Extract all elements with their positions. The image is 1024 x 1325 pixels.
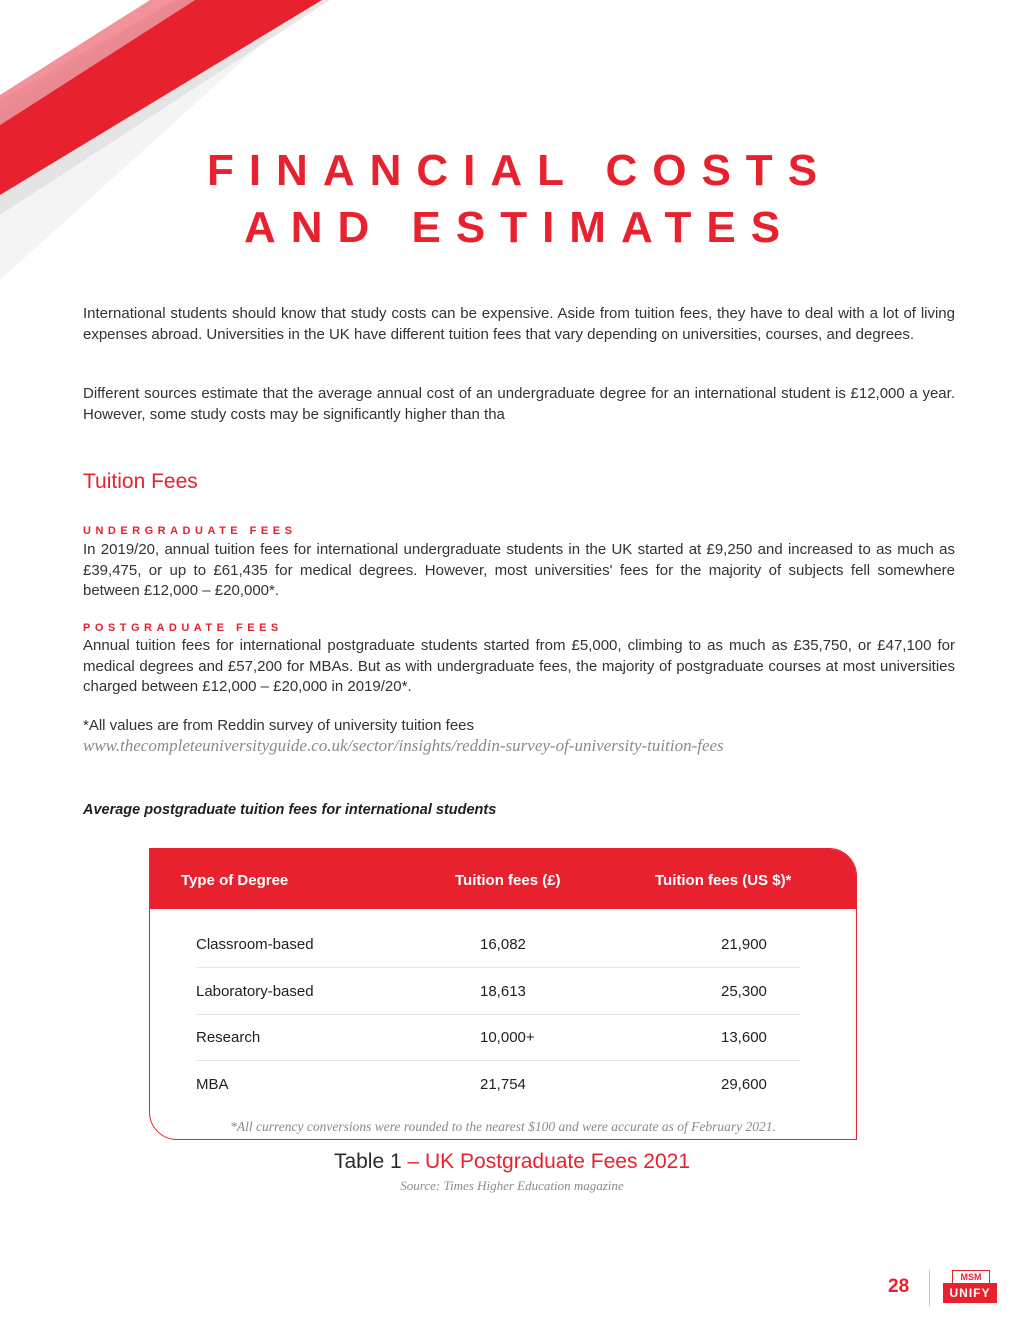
intro-paragraph-1: International students should know that study costs can be expensive. Aside from tuition fees, they have to deal with a lot of living expenses abroad. Universities in the UK have different tuition fees that vary depending on universities, courses, and degrees. (83, 305, 955, 343)
cell-gbp: 16,082 (480, 936, 526, 953)
table-row (196, 1014, 800, 1061)
table-caption-title: – UK Postgraduate Fees 2021 (401, 1150, 691, 1173)
undergrad-label: UNDERGRADUATE FEES (83, 525, 297, 537)
postgrad-label: POSTGRADUATE FEES (83, 622, 283, 634)
source-note: *All values are from Reddin survey of university tuition fees (83, 717, 475, 734)
table-caption-number: Table 1 (333, 1150, 402, 1173)
section-heading-tuition: Tuition Fees (83, 470, 198, 493)
title-line-1: FINANCIAL COSTS (206, 146, 833, 195)
cell-usd: 21,900 (721, 936, 767, 953)
table-caption (0, 1150, 1024, 1174)
fees-table (149, 848, 857, 1140)
table-row (196, 1061, 800, 1107)
title-line-2: AND ESTIMATES (243, 203, 796, 252)
cell-gbp: 10,000+ (480, 1029, 535, 1046)
cell-type: Laboratory-based (196, 983, 314, 1000)
cell-usd: 13,600 (721, 1029, 767, 1046)
cell-gbp: 18,613 (480, 983, 526, 1000)
postgrad-paragraph: Annual tuition fees for international postgraduate students started from £5,000, climbing to as much as £35,750, or £47,100 for medical degrees and £57,200 for MBAs. But as with undergraduate fees, the majority of postgraduate courses at most universities charged between £12,000 – £20,000 in 2019/20*. (83, 637, 955, 695)
cell-type: Research (196, 1029, 261, 1046)
intro-paragraph-2: Different sources estimate that the average annual cost of an undergraduate degree for an international student is £12,000 a year. However, some study costs may be significantly higher than tha (83, 385, 955, 423)
cell-type: Classroom-based (196, 936, 314, 953)
table-row (196, 968, 800, 1015)
header-gbp: Tuition fees (£) (455, 872, 561, 889)
cell-gbp: 21,754 (480, 1076, 526, 1093)
cell-usd: 25,300 (721, 983, 767, 1000)
header-type: Type of Degree (181, 872, 289, 889)
table-header (150, 849, 856, 909)
source-link[interactable]: www.thecompleteuniversityguide.co.uk/sector/insights/reddin-survey-of-university-tuition-fees (83, 736, 724, 755)
undergrad-paragraph: In 2019/20, annual tuition fees for international undergraduate students in the UK started at £9,250 and increased to as much as £39,475, or up to £61,435 for medical degrees. However, most universities' fees for the majority of subjects fell somewhere between £12,000 – £20,000*. (83, 541, 955, 599)
logo-top-text: MSM (952, 1270, 990, 1283)
logo-bottom-text: UNIFY (943, 1283, 997, 1303)
table-source: Source: Times Higher Education magazine (400, 1178, 624, 1193)
footer-divider (929, 1270, 930, 1306)
cell-usd: 29,600 (721, 1076, 767, 1093)
cell-type: MBA (196, 1076, 229, 1093)
currency-note: *All currency conversions were rounded to the nearest $100 and were accurate as of February 2021. (230, 1119, 776, 1134)
table-row (196, 921, 800, 968)
header-usd: Tuition fees (US $)* (655, 872, 792, 889)
table-caption-top: Average postgraduate tuition fees for international students (83, 802, 497, 818)
page-number: 28 (888, 1276, 910, 1297)
page-title (0, 142, 1024, 256)
msm-unify-logo (943, 1270, 997, 1306)
